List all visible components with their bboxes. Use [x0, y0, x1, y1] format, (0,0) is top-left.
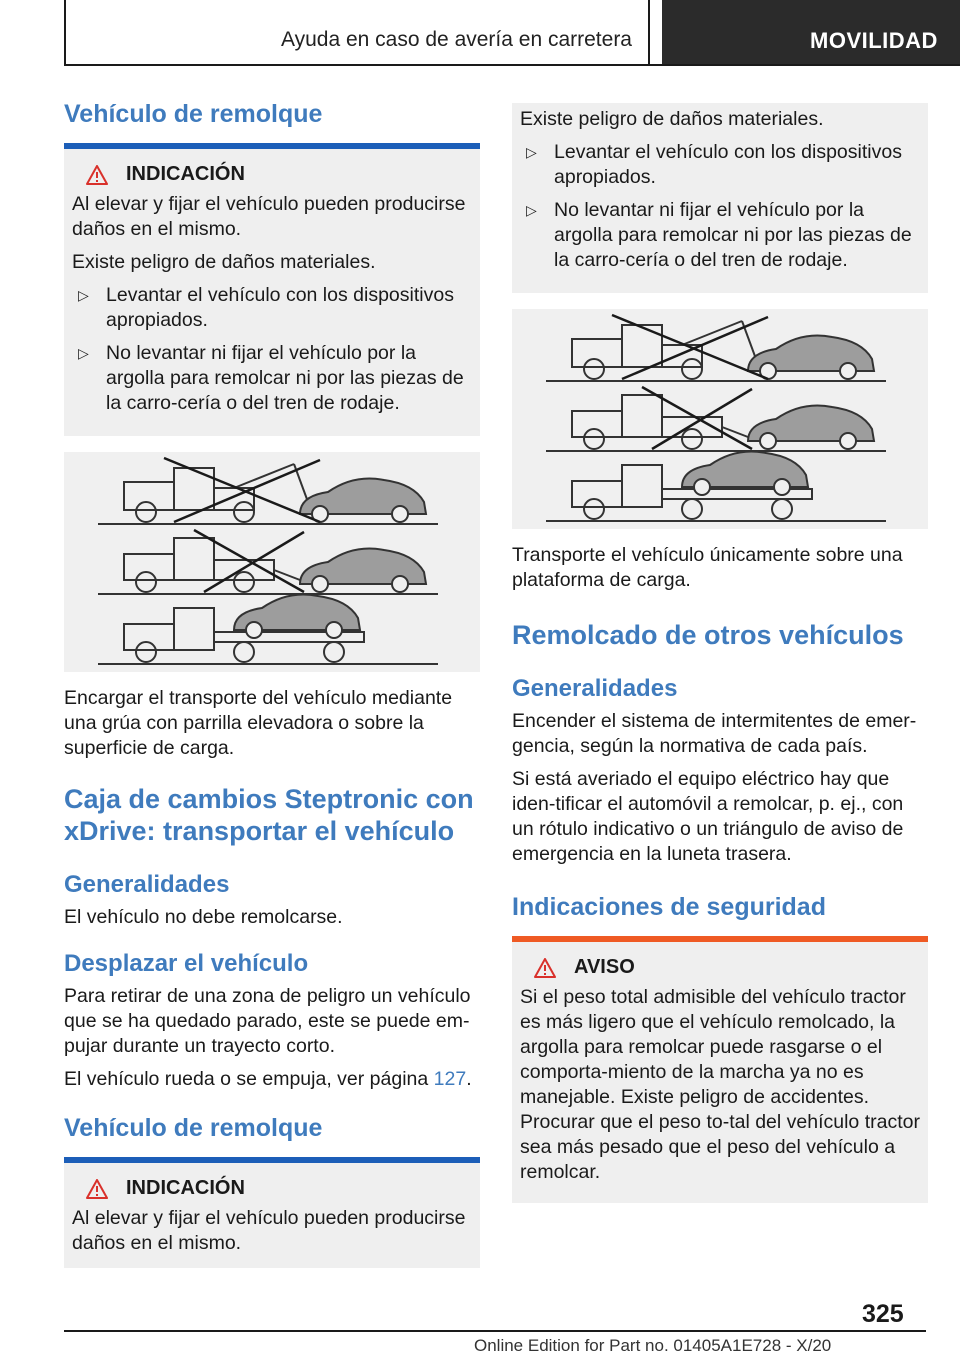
note-title-text: INDICACIÓN: [126, 163, 245, 185]
caption-text: Transporte el vehículo únicamente sobre una plataforma de carga.: [512, 544, 903, 591]
heading-safety-instructions: Indicaciones de seguridad: [512, 893, 826, 921]
left-column: [64, 100, 480, 1268]
heading-vehicle-towing: Vehículo de remolque: [64, 100, 323, 128]
bullet-triangle-icon: ▷: [78, 345, 89, 361]
footer-rule: [64, 1330, 926, 1332]
header-rule: [64, 64, 960, 66]
towing-illustration-3-trucks: [64, 452, 480, 672]
towing-illustration-svg: [512, 309, 928, 529]
subheading-move-vehicle: Desplazar el vehículo: [64, 950, 309, 977]
note-list: [72, 283, 472, 416]
body-text: Encender el sistema de intermitentes de emer-gencia, según la normativa de cada país.: [512, 710, 917, 757]
towing-illustration-3-trucks: [512, 309, 928, 529]
note-title: [534, 956, 920, 979]
caption-text: Encargar el transporte del vehículo mediante una grúa con parrilla elevadora o sobre la superficie de carga.: [64, 687, 453, 759]
note-title-text: AVISO: [574, 956, 635, 978]
section-title: MOVILIDAD: [810, 28, 938, 53]
note-title-text: INDICACIÓN: [126, 1177, 245, 1199]
header-section-tab: [662, 0, 960, 64]
heading-steptronic-xdrive: Caja de cambios Steptronic con xDrive: transportar el vehículo: [64, 784, 474, 846]
note-box: [64, 149, 480, 436]
body-text: Si está averiado el equipo eléctrico hay que iden-tificar el automóvil a remolcar, p. ej., con un rótulo indicativo o un triángulo de aviso de emergencia en la luneta trasera.: [512, 768, 904, 865]
list-item: ▷ No levantar ni fijar el vehículo por la argolla para remolcar ni por las piezas de la carro-cería o del tren de rodaje.: [526, 199, 912, 271]
heading-vehicle-towing-2: Vehículo de remolque: [64, 1114, 323, 1142]
note-text: Existe peligro de daños materiales.: [520, 108, 824, 130]
list-item: ▷ Levantar el vehículo con los dispositivos apropiados.: [78, 284, 454, 331]
page-number: 325: [862, 1300, 904, 1328]
footer-edition: Online Edition for Part no. 01405A1E728 - X/20: [474, 1336, 832, 1355]
note-text: Existe peligro de daños materiales.: [72, 251, 376, 273]
bullet-triangle-icon: ▷: [526, 144, 537, 160]
towing-illustration-svg: [64, 452, 480, 672]
warning-triangle-icon: [534, 958, 556, 978]
bullet-triangle-icon: ▷: [78, 287, 89, 303]
list-item: ▷ Levantar el vehículo con los dispositivos apropiados.: [526, 141, 902, 188]
note-text: Al elevar y fijar el vehículo pueden producirse daños en el mismo.: [72, 1207, 466, 1254]
note-title: [86, 1177, 472, 1200]
warning-triangle-icon: [86, 1179, 108, 1199]
note-box-continued: [512, 103, 928, 293]
list-item: ▷ No levantar ni fijar el vehículo por la argolla para remolcar ni por las piezas de la carro-cería o del tren de rodaje.: [78, 342, 464, 414]
warning-triangle-icon: [86, 165, 108, 185]
bullet-triangle-icon: ▷: [526, 202, 537, 218]
body-text: Para retirar de una zona de peligro un vehículo que se ha quedado parado, este se puede em-pujar durante un trayecto corto.: [64, 985, 471, 1057]
chapter-title: Ayuda en caso de avería en carretera: [280, 28, 632, 51]
note-text: Si el peso total admisible del vehículo tractor es más ligero que el vehículo remolcado, la argolla para remolcar puede rasgarse o el comporta-miento de la marcha ya no es manejable. Existe peligro de accidentes. Procurar que el peso to-tal del vehículo tractor sea más pesado que el peso del vehículo a remolcar.: [520, 986, 920, 1183]
note-title: [86, 163, 472, 186]
note-box: [64, 1163, 480, 1268]
warning-box: [512, 942, 928, 1203]
body-text-with-link: El vehículo rueda o se empuja, ver página 127.: [64, 1068, 472, 1090]
subheading-general: Generalidades: [64, 871, 230, 898]
heading-towing-other-vehicles: Remolcado de otros vehículos: [512, 620, 904, 650]
note-list: [520, 140, 920, 273]
right-column: [512, 103, 928, 1203]
note-text: Al elevar y fijar el vehículo pueden producirse daños en el mismo.: [72, 193, 466, 240]
header-chapter-tab: [64, 0, 650, 64]
body-text: El vehículo no debe remolcarse.: [64, 906, 343, 928]
subheading-general: Generalidades: [512, 675, 678, 702]
page-reference-link[interactable]: 127: [433, 1068, 467, 1090]
